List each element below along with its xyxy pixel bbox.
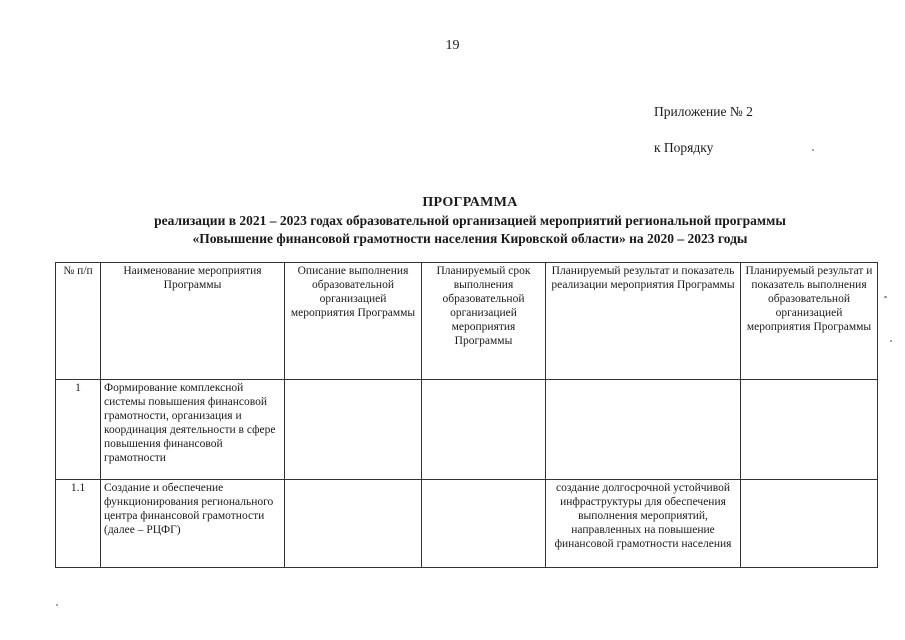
appendix-label: Приложение № 2 [654,104,753,119]
header-result: Планируемый результат и показатель реализации мероприятия Программы [546,263,741,380]
cell-org-result [741,480,878,568]
cell-term [422,380,546,480]
cell-description [285,480,422,568]
cell-result: создание долгосрочной устойчивой инфраструктуры для обеспечения выполнения мероприятий, направленных на повышение финансовой грамотности населения [546,480,741,568]
cell-term [422,480,546,568]
table-header-row [56,263,878,380]
cell-name: Создание и обеспечение функционирования регионального центра финансовой грамотности (далее – РЦФГ) [101,480,285,568]
cell-org-result [741,380,878,480]
cell-result [546,380,741,480]
scan-speck [812,149,814,151]
cell-number: 1 [56,380,101,480]
header-description: Описание выполнения образовательной организацией мероприятия Программы [285,263,422,380]
scan-speck [884,296,887,298]
scan-speck [890,340,892,342]
cell-number: 1.1 [56,480,101,568]
table-row [56,380,878,480]
appendix-reference: к Порядку [654,140,714,155]
title-line-2: реализации в 2021 – 2023 годах образовательной организацией мероприятий региональной программы [154,213,786,228]
header-number: № п/п [56,263,101,380]
header-term: Планируемый срок выполнения образовательной организацией мероприятия Программы [422,263,546,380]
program-table [55,262,878,568]
title-line-1: ПРОГРАММА [422,195,518,210]
header-name: Наименование мероприятия Программы [101,263,285,380]
page-number: 19 [445,38,460,53]
document-title [60,194,880,248]
cell-description [285,380,422,480]
title-line-3: «Повышение финансовой грамотности населения Кировской области» на 2020 – 2023 годы [192,231,748,246]
cell-name: Формирование комплексной системы повышения финансовой грамотности, организация и координация деятельности в сфере повышения финансовой грамотности [101,380,285,480]
header-org-result: Планируемый результат и показатель выполнения образовательной организацией мероприятия Программы [741,263,878,380]
scan-speck [56,604,58,606]
table-row [56,480,878,568]
